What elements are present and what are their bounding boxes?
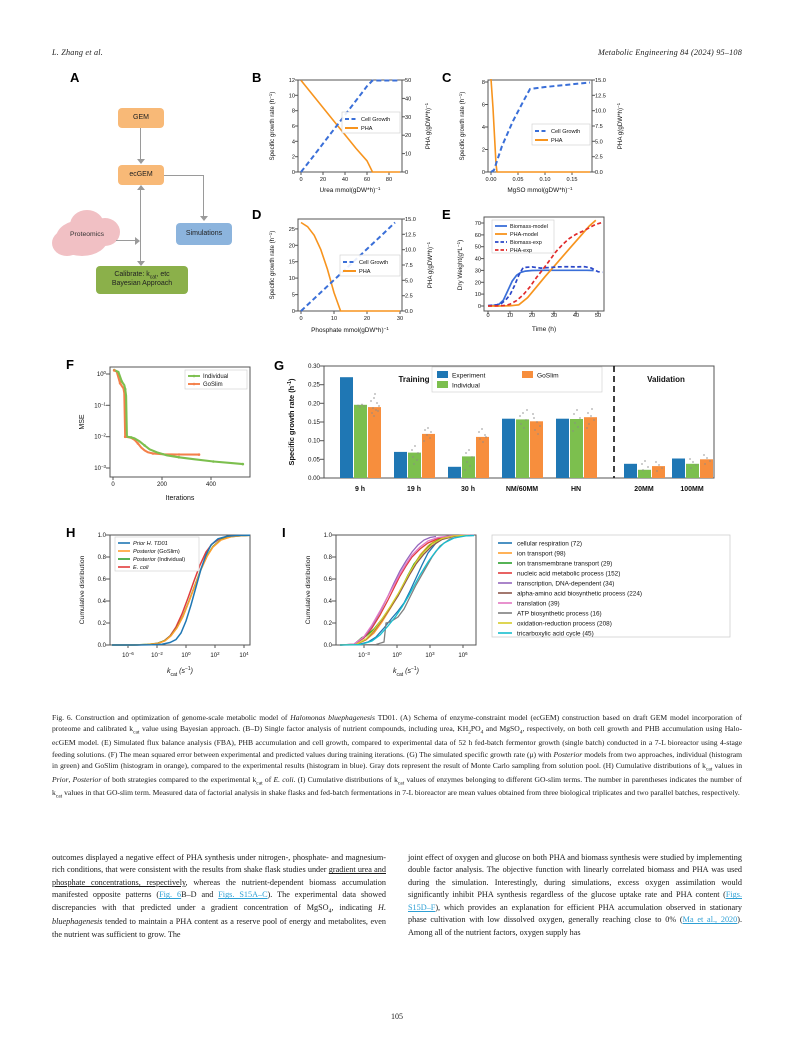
svg-text:PHA g(gDW*h)−1: PHA $g(gDW*h)^{-1}$ (423, 102, 432, 150)
svg-text:0.30: 0.30 (307, 363, 320, 370)
svg-text:5: 5 (291, 292, 295, 299)
arrow-calibrate-up-head (137, 185, 145, 190)
svg-text:80: 80 (385, 177, 393, 183)
svg-text:15.0: 15.0 (595, 78, 606, 84)
svg-text:oxidation-reduction process (2: oxidation-reduction process (208) (517, 620, 612, 628)
svg-text:10: 10 (288, 93, 295, 100)
arrow-ecgem-to-sim-head (200, 216, 208, 221)
ecgem-node[interactable] (118, 165, 164, 185)
svg-text:Cell Growth: Cell Growth (551, 129, 581, 135)
simulations-label: Simulations (185, 229, 223, 237)
svg-text:4: 4 (481, 125, 485, 131)
body-column-right (408, 852, 742, 941)
svg-text:PHA-model: PHA-model (510, 232, 539, 238)
svg-text:40: 40 (572, 313, 580, 319)
svg-text:30: 30 (474, 268, 481, 275)
panel-g-label: G (274, 358, 285, 373)
svg-text:0: 0 (481, 170, 485, 176)
svg-text:HN: HN (570, 486, 582, 493)
svg-text:0: 0 (291, 170, 295, 176)
svg-text:12.5: 12.5 (595, 93, 606, 100)
svg-text:30: 30 (396, 316, 404, 322)
svg-text:10: 10 (405, 151, 412, 158)
svg-text:0.0: 0.0 (97, 643, 106, 649)
panel-c-label: C (442, 70, 452, 85)
panel-i-label: I (282, 525, 286, 540)
svg-text:NM/60MM: NM/60MM (505, 486, 539, 493)
svg-text:0.8: 0.8 (97, 555, 106, 561)
figure-link-s15df[interactable]: Figs. S15D–F (408, 890, 742, 912)
svg-text:translation (39): translation (39) (517, 600, 560, 608)
svg-text:40: 40 (341, 177, 349, 183)
citation-link-ma-2020[interactable]: Ma et al., 2020 (682, 915, 738, 925)
svg-text:Experiment: Experiment (452, 372, 486, 380)
svg-text:20: 20 (405, 133, 412, 140)
panel-e-label: E (442, 207, 451, 222)
svg-text:Specific growth rate (h−1): Specific growth rate $(h^{-1})$ (457, 91, 466, 161)
panel-b-chart (250, 68, 450, 208)
arrow-calibrate-line (140, 190, 141, 264)
panel-g-chart (274, 358, 742, 523)
arrow-gem-to-ecgem-head (137, 159, 145, 164)
svg-text:MgSO mmol(gDW*h)−1: MgSO $mmol(gDW*h)^{-1}$ (507, 185, 573, 194)
svg-text:PHA g(gDW*h)−1: PHA $g(gDW*h)^{-1}$ (615, 102, 624, 150)
calibrate-line-1: Calibrate: $k_{cat}$, etc (114, 270, 170, 281)
svg-text:ion transport (98): ion transport (98) (517, 550, 566, 558)
svg-text:0.00: 0.00 (485, 177, 497, 183)
svg-text:PHA: PHA (359, 269, 371, 275)
body-columns (52, 852, 742, 941)
panel-f-chart (52, 355, 272, 520)
panel-i-chart (278, 523, 742, 708)
panel-d-label: D (252, 207, 262, 222)
svg-text:10−2: $10^{-2}$ (94, 432, 106, 441)
svg-text:0.0: 0.0 (595, 170, 603, 176)
svg-text:0: 0 (111, 482, 115, 488)
svg-text:9 h: 9 h (354, 486, 366, 493)
simulations-node[interactable] (176, 223, 232, 245)
svg-text:0: 0 (299, 316, 303, 322)
panel-a-label: A (70, 70, 80, 85)
svg-text:0.6: 0.6 (323, 577, 332, 583)
arrow-calibrate-down-head (137, 261, 145, 266)
svg-text:100: $10^0$ (96, 369, 106, 378)
svg-text:Biomass-model: Biomass-model (510, 224, 548, 230)
svg-text:40: 40 (405, 96, 412, 103)
svg-text:0: 0 (405, 170, 409, 176)
arrow-ecgem-to-sim-v (203, 175, 204, 217)
gem-node[interactable] (118, 108, 164, 128)
svg-text:E. coli: E. coli (133, 565, 149, 571)
panel-i (278, 523, 742, 708)
svg-text:20: 20 (363, 316, 371, 322)
svg-text:200: 200 (156, 482, 168, 488)
svg-text:0.10: 0.10 (539, 177, 551, 183)
panel-b (250, 68, 450, 208)
svg-text:5.0: 5.0 (405, 278, 413, 285)
svg-text:8: 8 (291, 108, 295, 115)
svg-text:0.15: 0.15 (566, 177, 578, 183)
svg-text:GoSlim: GoSlim (203, 382, 223, 388)
svg-text:10: 10 (506, 313, 514, 319)
svg-text:0.4: 0.4 (323, 599, 332, 605)
svg-text:7.5: 7.5 (595, 124, 603, 130)
svg-text:8: 8 (481, 80, 485, 86)
svg-text:2.5: 2.5 (405, 293, 413, 300)
panel-e-chart (440, 203, 640, 353)
svg-text:20: 20 (528, 313, 536, 319)
svg-text:Cumulative distribution: Cumulative distribution (305, 555, 312, 625)
svg-text:12.5: 12.5 (405, 232, 416, 239)
svg-text:104: $10^4$ (239, 650, 249, 659)
panel-h-label: H (66, 525, 76, 540)
body-right-paragraph: joint effect of oxygen and glucose on both PHA and biomass synthesis were studied by implementing double factor analysis. The objective function with linearly correlated biomass and PHA was used during the simulation. Interestingly, during simulations, excess oxygen assimilation would significantly inhibit PHA synthesis regardless of the glucose uptake rate and PHA content (Figs. S15D–F), which provides an explanation for efficient PHA accumulation observed in stationary phase cultivation with low dissolved oxygen, generally reaching close to 0% (Ma et al., 2020). Among all of the nutrient factors, oxygen supply has (408, 853, 743, 937)
svg-text:Cell Growth: Cell Growth (361, 117, 391, 123)
svg-text:20: 20 (474, 280, 481, 287)
svg-text:1.0: 1.0 (97, 533, 106, 539)
svg-text:ATP biosynthetic process (16): ATP biosynthetic process (16) (517, 610, 602, 618)
panel-d-chart (250, 203, 450, 353)
svg-text:PHA: PHA (551, 138, 563, 144)
svg-text:PHA-exp: PHA-exp (510, 248, 533, 254)
svg-text:PHA: PHA (361, 126, 373, 132)
svg-text:0.20: 0.20 (307, 400, 320, 408)
svg-text:7.5: 7.5 (405, 263, 413, 269)
figure-link-fig6[interactable]: Fig. 6 (159, 890, 182, 900)
svg-text:0: 0 (291, 309, 295, 315)
svg-text:10.0: 10.0 (405, 247, 416, 254)
svg-text:10−2: $10^{-2}$ (151, 650, 163, 659)
svg-text:10−3: $10^{-3}$ (94, 463, 106, 472)
svg-text:10.0: 10.0 (595, 108, 606, 115)
svg-text:Dry Weight(g*L−1): Dry $Weight(g*L^{-1})$ (455, 239, 464, 291)
panel-f (52, 355, 272, 520)
svg-text:2.5: 2.5 (595, 154, 603, 161)
svg-text:10−6: $10^{-6}$ (122, 650, 134, 659)
svg-text:Urea mmol(gDW*h)−1: Urea $mmol(gDW*h)^{-1}$ (319, 185, 381, 194)
svg-text:12: 12 (288, 78, 295, 84)
svg-text:20: 20 (288, 243, 295, 250)
svg-text:alpha-amino acid biosynthetic: alpha-amino acid biosynthetic process (224) (517, 590, 643, 598)
svg-text:5.0: 5.0 (595, 139, 603, 146)
body-column-left (52, 852, 386, 941)
svg-text:2: 2 (481, 147, 485, 154)
page-number: 105 (391, 1012, 403, 1021)
svg-text:Individual: Individual (452, 382, 480, 390)
svg-text:6: 6 (291, 124, 295, 130)
svg-text:50: 50 (405, 78, 412, 84)
svg-text:0.00: 0.00 (307, 475, 320, 482)
svg-text:ion transmembrane transport (2: ion transmembrane transport (29) (517, 560, 613, 568)
svg-text:10: 10 (288, 276, 295, 283)
figure-link-s15ac[interactable]: Figs. S15A–C (218, 890, 268, 900)
svg-text:0.2: 0.2 (323, 621, 332, 627)
svg-text:Training: Training (398, 375, 430, 384)
svg-text:PHA g(gDW*h)−1: PHA $g(gDW*h)^{-1}$ (425, 241, 434, 289)
svg-text:Iterations: Iterations (165, 495, 195, 502)
svg-text:0.05: 0.05 (307, 456, 320, 464)
ecgem-label: ecGEM (129, 170, 153, 178)
svg-text:0: 0 (477, 304, 481, 310)
panel-c-chart (440, 68, 640, 208)
arrow-ecgem-to-sim-h (164, 175, 204, 176)
svg-text:Specific growth rate (h−1): Specific growth rate $(h^{-1})$ (267, 91, 276, 161)
running-head (52, 48, 742, 57)
svg-text:0.05: 0.05 (512, 177, 524, 183)
svg-text:Posterior (GoSlim): Posterior (GoSlim) (133, 549, 180, 555)
svg-text:400: 400 (205, 482, 217, 488)
panel-g (274, 358, 742, 523)
svg-text:Biomass-exp: Biomass-exp (510, 240, 542, 246)
svg-text:10−1: $10^{-1}$ (94, 400, 106, 410)
svg-text:60: 60 (363, 177, 371, 183)
svg-text:100: $10^0$ (392, 650, 402, 659)
arrow-proteomics-line (116, 240, 136, 241)
svg-text:50: 50 (594, 313, 602, 319)
svg-text:Prior H. TD01: Prior H. TD01 (133, 541, 168, 547)
svg-text:cellular respiration (72): cellular respiration (72) (517, 540, 582, 548)
svg-text:70: 70 (474, 221, 481, 227)
calibrate-line-2: Bayesian Approach (111, 280, 173, 288)
svg-text:10: 10 (474, 292, 481, 299)
svg-text:Posterior (Individual): Posterior (Individual) (133, 557, 186, 563)
svg-text:15: 15 (288, 259, 295, 266)
svg-text:Cell Growth: Cell Growth (359, 260, 389, 266)
svg-text:25: 25 (288, 226, 295, 233)
svg-text:0.10: 0.10 (307, 437, 320, 445)
panel-d (250, 203, 450, 353)
svg-text:0.25: 0.25 (307, 381, 320, 389)
svg-text:102: $10^2$ (210, 650, 220, 659)
svg-text:0.15: 0.15 (307, 419, 320, 426)
calibrate-node[interactable] (96, 266, 188, 294)
svg-text:0: 0 (486, 313, 490, 319)
svg-text:100MM: 100MM (680, 486, 704, 493)
svg-text:10: 10 (330, 316, 338, 322)
svg-text:103: $10^3$ (425, 650, 435, 659)
svg-text:40: 40 (474, 256, 481, 263)
svg-text:nucleic acid metabolic process: nucleic acid metabolic process (152) (517, 570, 621, 578)
svg-text:1.0: 1.0 (323, 533, 332, 539)
panel-e (440, 203, 640, 353)
svg-text:Validation: Validation (647, 375, 685, 384)
svg-text:19 h: 19 h (406, 486, 422, 493)
svg-text:tricarboxylic acid cycle (45): tricarboxylic acid cycle (45) (517, 630, 594, 638)
svg-text:50: 50 (474, 244, 481, 251)
panel-a (52, 68, 242, 318)
figure-caption: Fig. 6. Construction and optimization of genome-scale metabolic model of Halomonas bluephagenesis TD01. (A) Schema of enzyme-constraint model (ecGEM) construction based on draft GEM model incorporation of proteome and calibrated $k_{cat}$ value using Bayesian approach. (B–D) Single factor analysis of nutrient compounds, including urea, $KH_2PO_4$ and MgSO$_4$, respectively, on both cell growth and PHB accumulation using Halo-ecGEM model. (E) Simulated flux balance analysis (FBA), PHB accumulation and cell growth, compared to experimental data of 52 h fed-batch fermentor growth (single batch) conducted in a 7-L bioreactor using 4-stage feeding solutions. (F) The mean squared error between experimental and predicted values during training iterations. (G) The simulated specific growth rate (μ) with Posterior models from two approaches, individual (histogram in green) and GoSlim (histogram in orange), compared to the experimental results (histogram in blue). Gray dots represent the result of Monte Carlo sampling from solution pool. (H) Cumulative distributions of $k_{cat}$ values in Prior, Posterior of both strategies compared to the experimental $k_{cat}$ of E. coli. (I) Cumulative distributions of $k_{cat}$ values of enzymes belonging to different GO-slim terms. The number in parentheses indicates the number of $k_{cat}$ values in that GO-slim term. Measured data of factorial analysis in shake flasks and fed-batch fermentations in 7-L bioreactor are mean values obtained from three biological triplicates and two parallel batches, respectively. (52, 713, 742, 800)
arrow-gem-to-ecgem-line (140, 128, 141, 160)
panel-h-chart (52, 523, 282, 708)
svg-text:20: 20 (319, 177, 327, 183)
svg-text:20MM: 20MM (634, 486, 654, 493)
svg-text:0.0: 0.0 (323, 643, 332, 649)
svg-text:106: $10^6$ (458, 650, 468, 659)
svg-text:2: 2 (291, 154, 295, 161)
panel-h (52, 523, 282, 708)
panel-f-label: F (66, 357, 74, 372)
gem-label: GEM (133, 113, 149, 121)
underlined-phrase: gradient urea and phosphate concentrations, respectively (52, 865, 386, 887)
svg-text:Specific growth rate (h-1): Specific growth rate $(h^{-1})$ (287, 378, 296, 466)
running-head-authors: L. Zhang et al. (52, 48, 103, 57)
svg-text:MSE: MSE (79, 414, 86, 430)
running-head-journal: Metabolic Engineering 84 (2024) 95–108 (597, 48, 742, 57)
svg-text:15.0: 15.0 (405, 217, 416, 223)
svg-text:0: 0 (299, 177, 303, 183)
svg-text:Individual: Individual (203, 374, 229, 380)
figure-6 (52, 68, 742, 708)
proteomics-label: Proteomics (70, 231, 104, 238)
svg-text:30 h: 30 h (460, 486, 476, 493)
svg-text:Cumulative distribution: Cumulative distribution (79, 555, 86, 625)
svg-text:Time (h): Time (h) (531, 326, 557, 333)
svg-text:0.6: 0.6 (97, 577, 106, 583)
svg-text:transcription, DNA-dependent (: transcription, DNA-dependent (34) (517, 580, 615, 588)
svg-text:kcat (s−1): $k_{cat}$ $(s^{-1})$ (392, 666, 420, 678)
panel-c (440, 68, 640, 208)
svg-text:0.2: 0.2 (97, 621, 106, 627)
svg-text:Phosphate mmol(gDW*h)−1: Phosphate $mmol(gDW*h)^{-1}$ (311, 325, 389, 334)
svg-text:0.8: 0.8 (323, 555, 332, 561)
svg-text:6: 6 (481, 102, 485, 109)
svg-text:10−3: $10^{-3}$ (358, 650, 370, 659)
svg-text:30: 30 (405, 114, 412, 121)
svg-text:GoSlim: GoSlim (537, 372, 559, 380)
svg-text:0.4: 0.4 (97, 599, 106, 605)
svg-text:Specific growth rate (h−1): Specific growth rate $(h^{-1})$ (267, 230, 276, 300)
panel-b-label: B (252, 70, 262, 85)
svg-text:100: $10^0$ (181, 650, 191, 659)
svg-text:30: 30 (550, 313, 558, 319)
svg-text:60: 60 (474, 232, 481, 239)
svg-text:0.0: 0.0 (405, 309, 413, 315)
svg-text:4: 4 (291, 139, 295, 146)
body-left-paragraph: outcomes displayed a negative effect of PHA synthesis under nitrogen-, phosphate- and magnesium-rich conditions, that were consistent with the results from shake flask studies under gradient urea and phosphate concentrations, respectively, whereas the nutrient-dependent biomass accumulation manifested opposite patterns (Fig. 6B–D and Figs. S15A–C). The experimental data showed discrepancies with that predicted under a gradient concentration of MgSO$_4$, indicating H. bluephagenesis tended to maintain a PHA content as a reserve pool of energy and metabolites, even the nutrient was sufficient to grow. The (52, 853, 386, 939)
svg-text:kcat (s−1): $k_{cat}$ $(s^{-1})$ (166, 666, 194, 678)
